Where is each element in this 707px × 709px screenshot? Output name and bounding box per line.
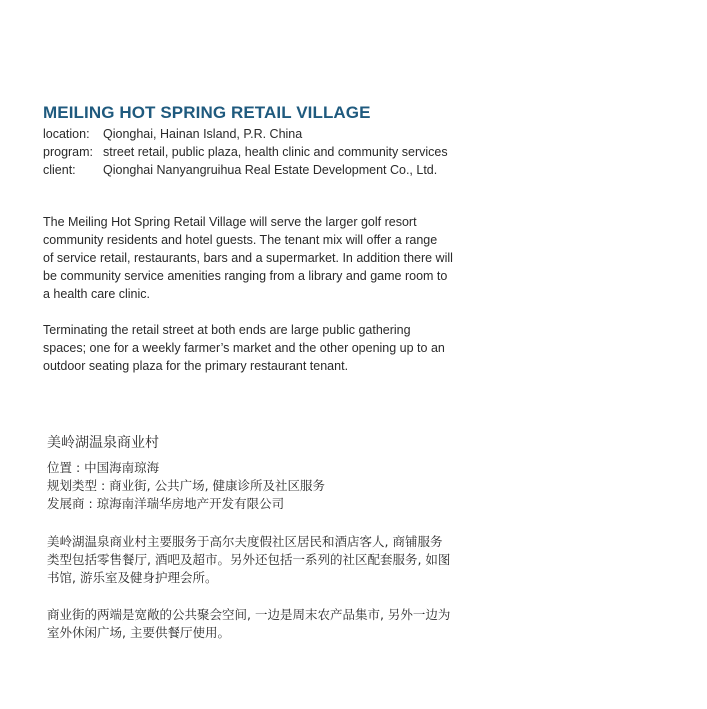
chinese-title: 美岭湖温泉商业村 bbox=[47, 435, 159, 451]
english-body bbox=[43, 213, 673, 375]
chinese-paragraph bbox=[47, 606, 647, 642]
meta-value: Qionghai, Hainan Island, P.R. China bbox=[103, 127, 303, 141]
meta-value: street retail, public plaza, health clinic and community services bbox=[103, 145, 448, 159]
text-line: Terminating the retail street at both ends are large public gathering bbox=[43, 323, 411, 337]
text-line: community residents and hotel guests. The tenant mix will offer a range bbox=[43, 233, 438, 247]
meta-location bbox=[43, 125, 673, 143]
english-paragraph bbox=[43, 213, 673, 303]
meta-label: client: bbox=[43, 163, 76, 177]
project-title: MEILING HOT SPRING RETAIL VILLAGE bbox=[43, 103, 371, 122]
chinese-meta-line: 位置 : 中国海南琼海 bbox=[47, 460, 160, 475]
text-line: spaces; one for a weekly farmer’s market and the other opening up to an bbox=[43, 341, 445, 355]
text-line: 书馆, 游乐室及健身护理会所。 bbox=[47, 570, 218, 585]
chinese-paragraph bbox=[47, 533, 647, 587]
chinese-section bbox=[47, 433, 647, 661]
text-line: be community service amenities ranging from a library and game room to bbox=[43, 269, 448, 283]
chinese-meta-line: 规划类型 : 商业街, 公共广场, 健康诊所及社区服务 bbox=[47, 478, 326, 493]
text-line: 美岭湖温泉商业村主要服务于高尔夫度假社区居民和酒店客人, 商铺服务 bbox=[47, 534, 443, 549]
chinese-body bbox=[47, 533, 647, 642]
english-paragraph bbox=[43, 321, 673, 375]
english-section bbox=[43, 103, 673, 393]
text-line: of service retail, restaurants, bars and a supermarket. In addition there will bbox=[43, 251, 453, 265]
meta-program bbox=[43, 143, 673, 161]
meta-label: location: bbox=[43, 127, 90, 141]
chinese-meta-line: 发展商 : 琼海南洋瑞华房地产开发有限公司 bbox=[47, 496, 285, 511]
text-line: 类型包括零售餐厅, 酒吧及超市。另外还包括一系列的社区配套服务, 如图 bbox=[47, 552, 451, 567]
chinese-meta bbox=[47, 459, 647, 513]
text-line: The Meiling Hot Spring Retail Village will serve the larger golf resort bbox=[43, 215, 417, 229]
text-line: outdoor seating plaza for the primary restaurant tenant. bbox=[43, 359, 349, 373]
text-line: a health care clinic. bbox=[43, 287, 151, 301]
project-meta bbox=[43, 125, 673, 179]
meta-label: program: bbox=[43, 145, 94, 159]
meta-value: Qionghai Nanyangruihua Real Estate Development Co., Ltd. bbox=[103, 163, 438, 177]
meta-client bbox=[43, 161, 673, 179]
text-line: 室外休闲广场, 主要供餐厅使用。 bbox=[47, 625, 230, 640]
text-line: 商业街的两端是宽敞的公共聚会空间, 一边是周末农产品集市, 另外一边为 bbox=[47, 607, 451, 622]
